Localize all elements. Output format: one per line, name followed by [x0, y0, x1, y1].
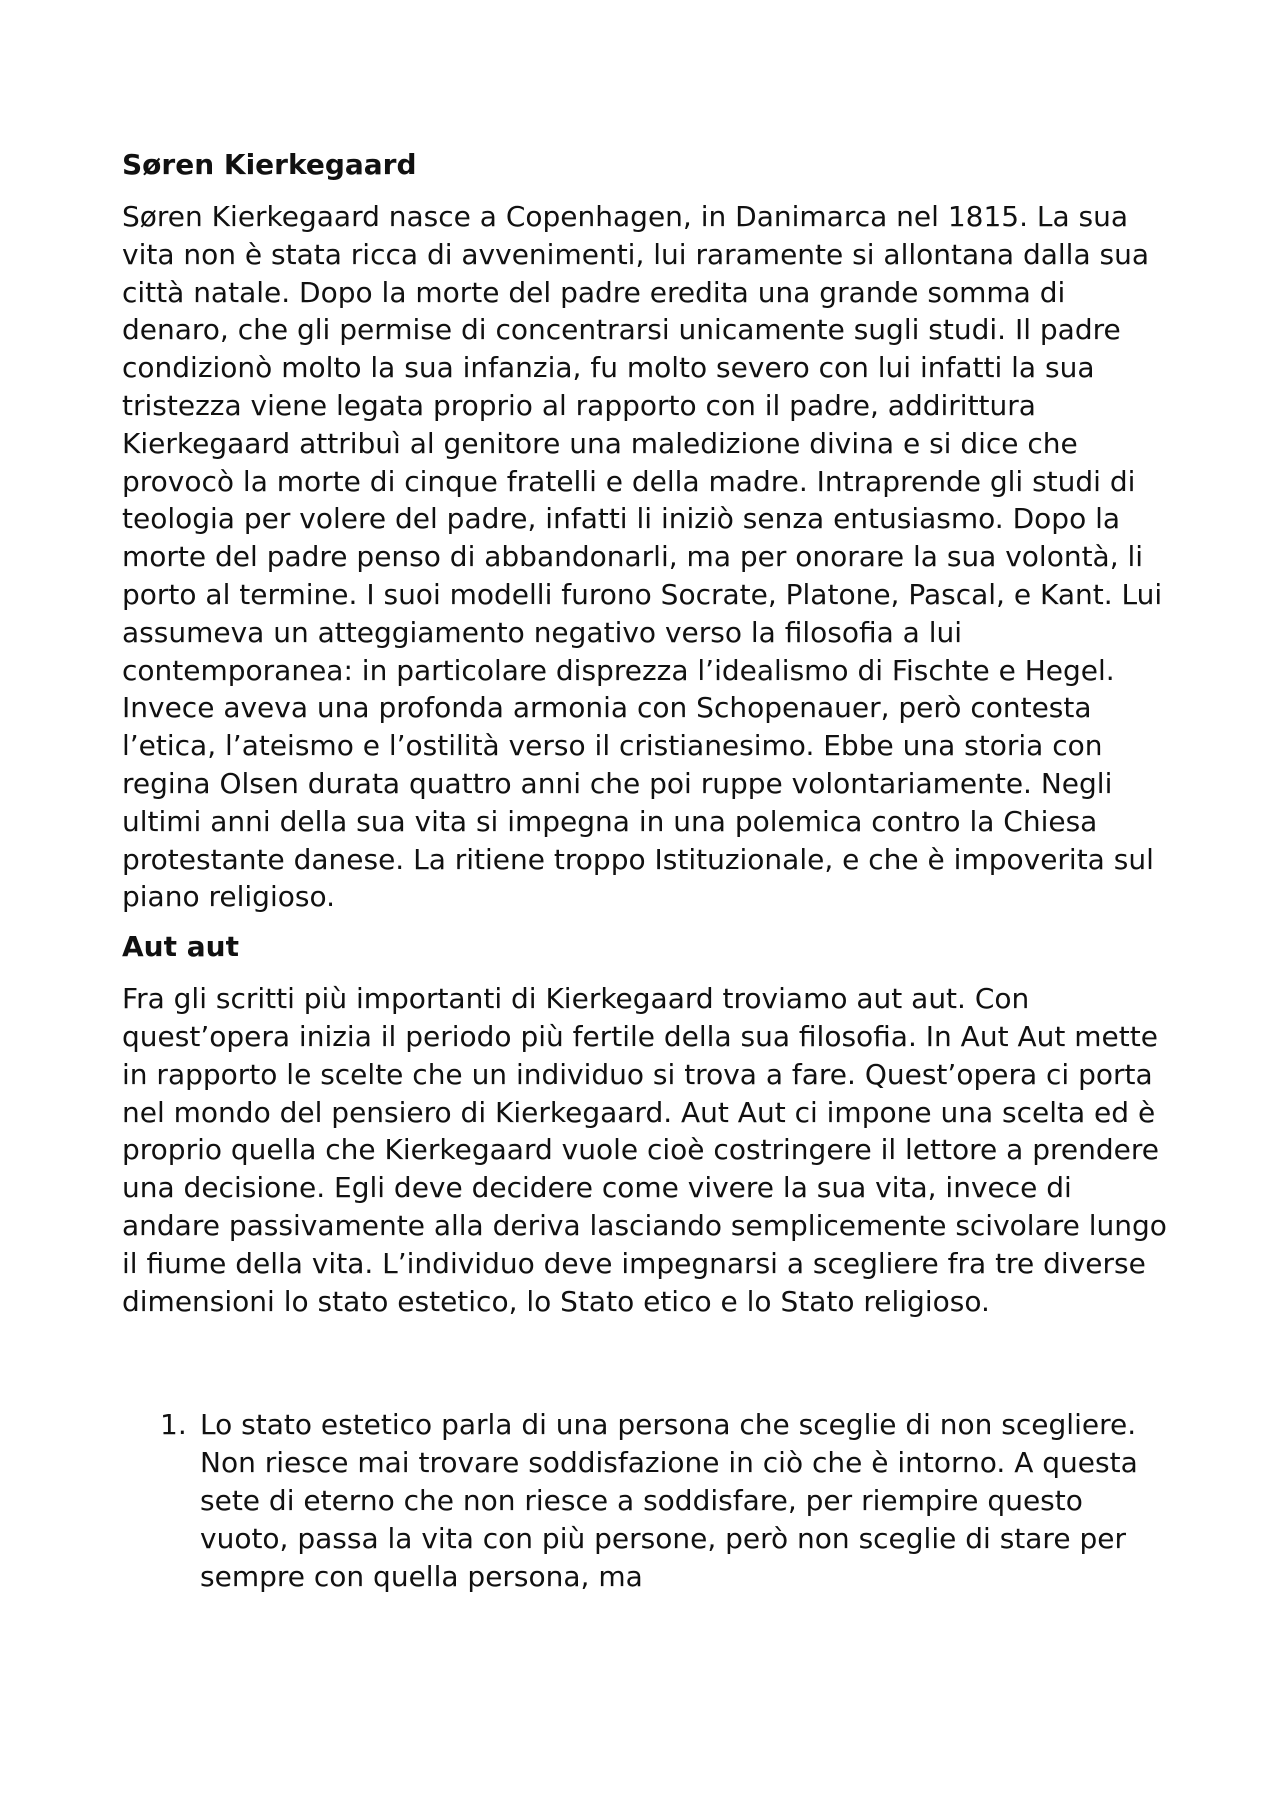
biography-paragraph: Søren Kierkegaard nasce a Copenhagen, in Danimarca nel 1815. La sua vita non è stata ricca di avvenimenti, lui raramente si allontana dalla sua città natale. Dopo la morte del padre eredita una grande somma di denaro, che gli permise di concentrarsi unicamente sugli studi. Il padre condizionò molto la sua infanzia, fu molto severo con lui infatti la sua tristezza viene legata proprio al rapporto con il padre, addirittura Kierkegaard attribuì al genitore una maledizione divina e si dice che provocò la morte di cinque fratelli e della madre. Intraprende gli studi di teologia per volere del padre, infatti li iniziò senza entusiasmo. Dopo la morte del padre penso di abbandonarli, ma per onorare la sua volontà, li porto al termine. I suoi modelli furono Socrate, Platone, Pascal, e Kant. Lui assumeva un atteggiamento negativo verso la filosofia a lui contemporanea: in particolare disprezza l’idealismo di Fischte e Hegel. Invece aveva una profonda armonia con Schopenauer, però contesta l’etica, l’ateismo e l’ostilità verso il cristianesimo. Ebbe una storia con regina Olsen durata quattro anni che poi ruppe volontariamente. Negli ultimi anni della sua vita si impegna in una polemica contro la Chiesa protestante danese. La ritiene troppo Istituzionale, e che è impoverita sul piano religioso. — [122, 200, 1163, 914]
list-item-number: 1. — [160, 1408, 187, 1442]
section-title-kierkegaard: Søren Kierkegaard — [122, 148, 417, 181]
section-title-aut-aut: Aut aut — [122, 930, 239, 964]
aut-aut-paragraph: Fra gli scritti più importanti di Kierkegaard troviamo aut aut. Con quest’opera inizia il periodo più fertile della sua filosofia. In Aut Aut mette in rapporto le scelte che un individuo si trova a fare. Quest’opera ci porta nel mondo del pensiero di Kierkegaard. Aut Aut ci impone una scelta ed è proprio quella che Kierkegaard vuole cioè costringere il lettore a prendere una decisione. Egli deve decidere come vivere la sua vita, invece di andare passivamente alla deriva lasciando semplicemente scivolare lungo il fiume della vita. L’individuo deve impegnarsi a scegliere fra tre diverse dimensioni lo stato estetico, lo Stato etico e lo Stato religioso. — [122, 982, 1167, 1318]
blank-line — [122, 1332, 1172, 1406]
numbered-list — [122, 1406, 1172, 1595]
list-item — [122, 1406, 1172, 1595]
list-item-text: Lo stato estetico parla di una persona che sceglie di non scegliere. Non riesce mai trovare soddisfazione in ciò che è intorno. A questa sete di eterno che non riesce a soddisfare, per riempire questo vuoto, passa la vita con più persone, però non sceglie di stare per sempre con quella persona, ma — [200, 1408, 1138, 1593]
document-content — [122, 146, 1172, 1595]
